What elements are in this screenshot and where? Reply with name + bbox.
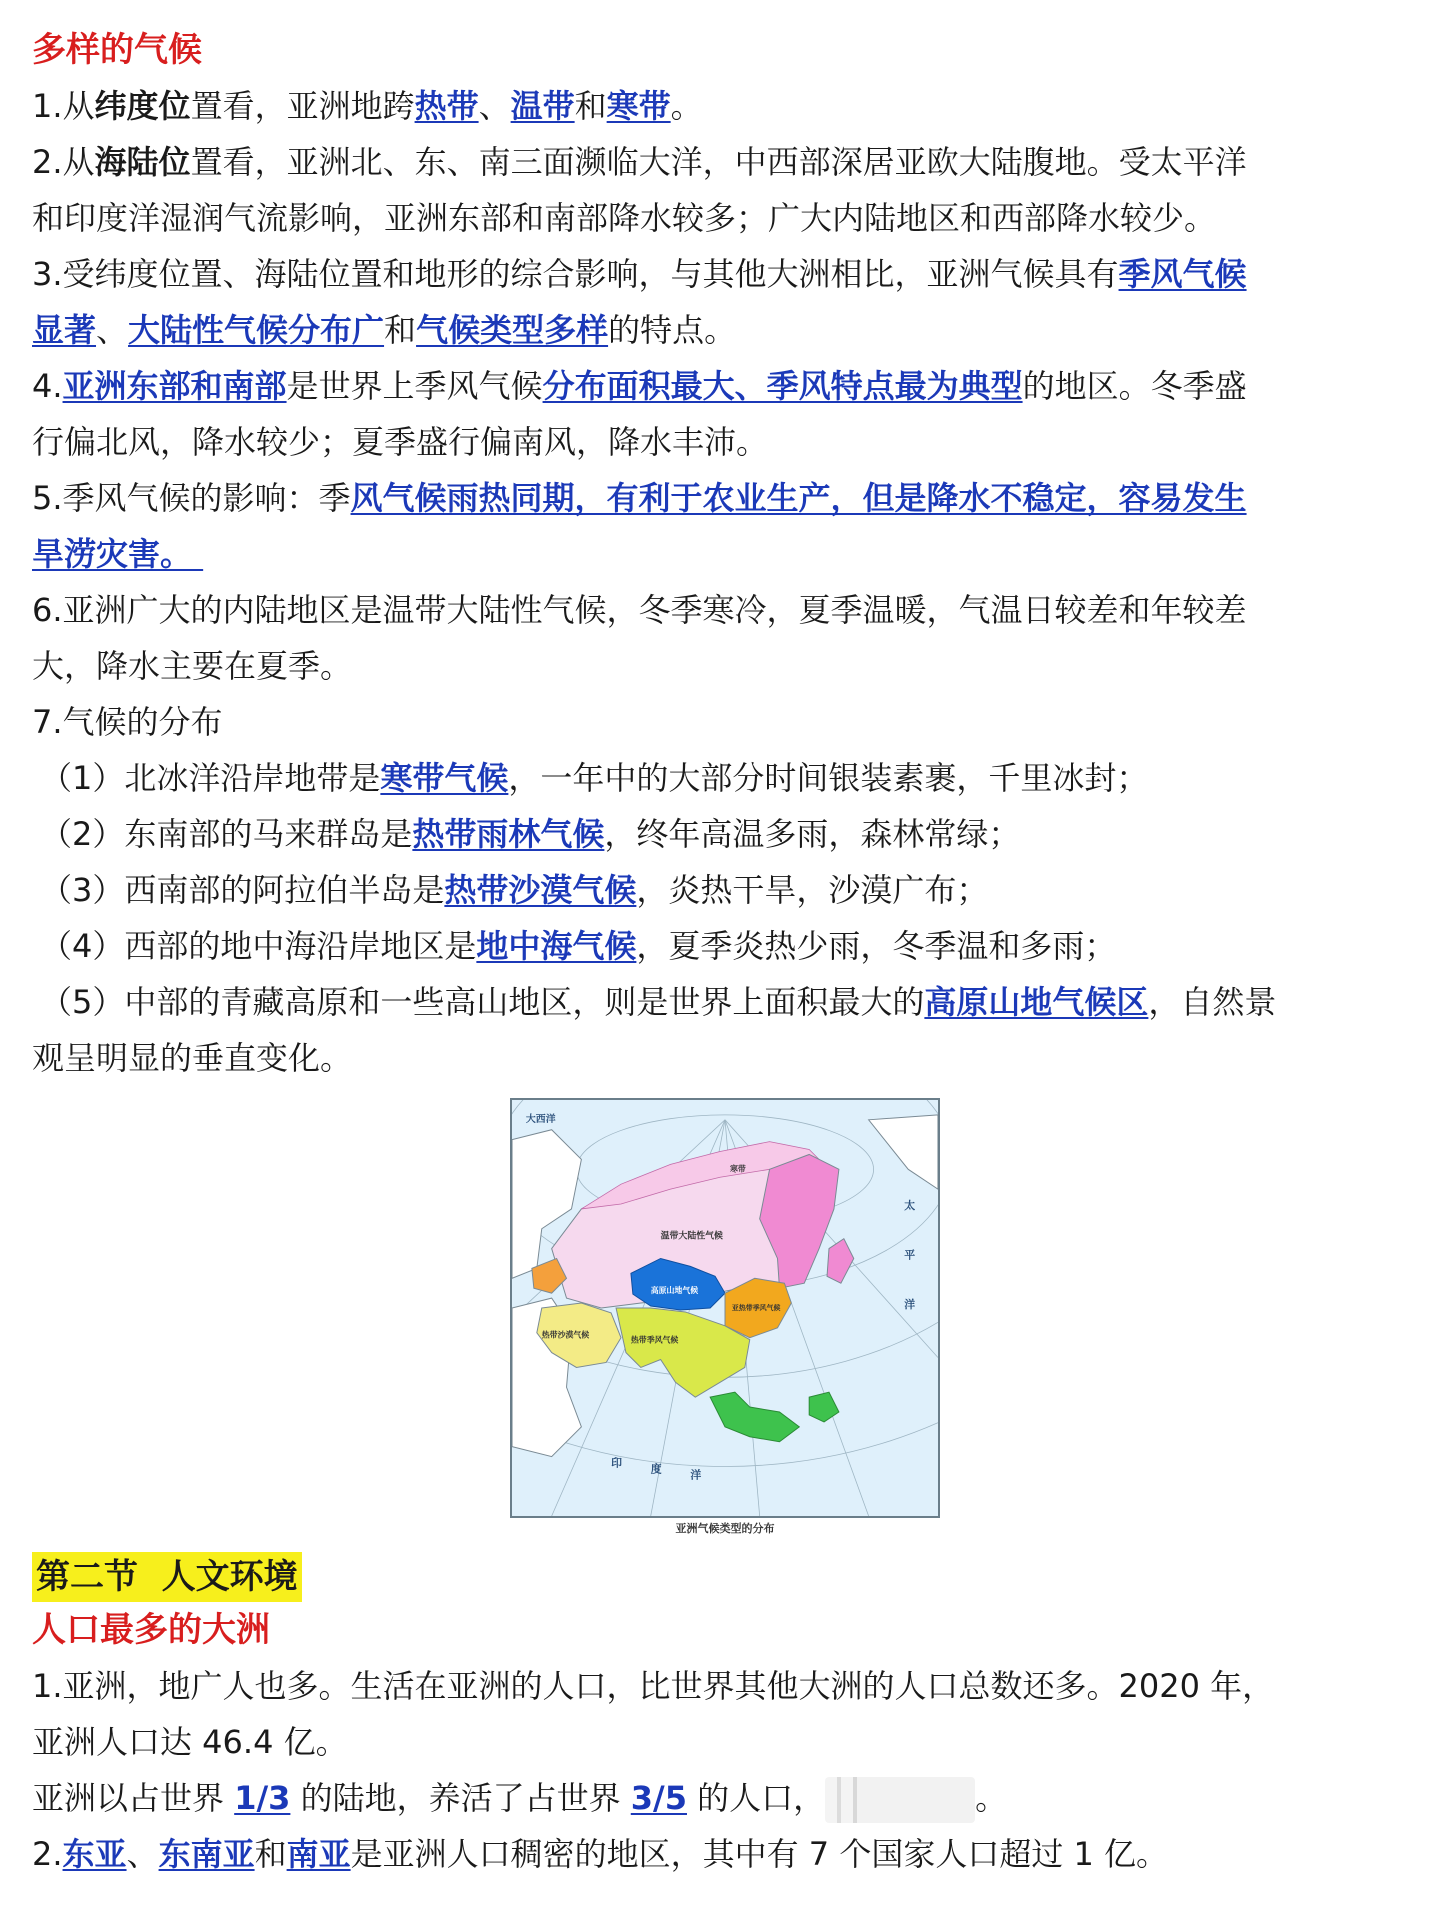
- climate-distribution-item-2: [32, 806, 1410, 862]
- keyword: 风气候雨热同期，有利于农业生产，但是降水不稳定，容易发生: [350, 479, 1247, 517]
- population-point-1-line-1: 1.亚洲，地广人也多。生活在亚洲的人口，比世界其他大洲的人口总数还多。2020 年，: [32, 1667, 1275, 1705]
- climate-distribution-item-3: [32, 862, 1410, 918]
- keyword: 亚洲东部和南部: [62, 367, 287, 405]
- climate-point-2-line-1: [32, 134, 1410, 190]
- text: ，夏季炎热少雨，冬季温和多雨；: [636, 927, 1117, 965]
- keyword: 显著: [32, 311, 97, 349]
- text: （5）中部的青藏高原和一些高山地区，则是世界上面积最大的: [40, 983, 925, 1021]
- text: 置看，亚洲地跨: [190, 87, 415, 125]
- text: 。: [670, 87, 703, 125]
- map-label-indian-1: 印: [611, 1456, 622, 1470]
- bold-term: 纬度位: [94, 87, 191, 125]
- map-label-indian-2: 度: [650, 1462, 662, 1476]
- climate-distribution-item-1: [32, 750, 1410, 806]
- text: 和: [574, 87, 607, 125]
- keyword: 旱涝灾害。: [32, 535, 204, 573]
- keyword-tropical: 热带: [414, 87, 479, 125]
- keyword: 热带雨林气候: [412, 815, 605, 853]
- keyword-frigid: 寒带: [606, 87, 671, 125]
- climate-point-4-line-2: 行偏北风，降水较少；夏季盛行偏南风，降水丰沛。: [32, 423, 769, 461]
- map-label-temperate-continental: 温带大陆性气候: [660, 1231, 723, 1242]
- text: 是世界上季风气候: [286, 367, 543, 405]
- text: 的特点。: [608, 311, 737, 349]
- climate-point-3-line-1: [32, 246, 1410, 302]
- map-label-subtropical: 亚热带季风气候: [731, 1303, 781, 1312]
- asia-climate-map-figure: [510, 1098, 940, 1538]
- map-label-tundra: 寒带: [729, 1164, 746, 1174]
- section-heading-climate: 多样的气候: [32, 30, 202, 70]
- map-label-pacific-3: 洋: [904, 1298, 916, 1311]
- text: 的陆地，养活了占世界: [290, 1779, 631, 1817]
- text: 置看，亚洲北、东、南三面濒临大洋，中西部深居亚欧大陆腹地。受太平洋: [190, 143, 1247, 181]
- keyword: 寒带气候: [380, 759, 509, 797]
- asia-climate-map: [510, 1098, 940, 1518]
- map-label-atlantic: 大西洋: [525, 1113, 556, 1125]
- text: ，炎热干旱，沙漠广布；: [636, 871, 989, 909]
- map-label-tropical-desert: 热带沙漠气候: [541, 1330, 590, 1340]
- text: 的地区。冬季盛: [1022, 367, 1247, 405]
- text: 2.从: [32, 143, 95, 181]
- keyword: 大陆性气候分布广: [128, 311, 385, 349]
- text: （2）东南部的马来群岛是: [40, 815, 413, 853]
- climate-distribution-item-4: [32, 918, 1410, 974]
- map-caption: 亚洲气候类型的分布: [675, 1522, 775, 1535]
- text: ，一年中的大部分时间银装素裹，千里冰封；: [508, 759, 1149, 797]
- map-label-tropical-monsoon: 热带季风气候: [630, 1335, 679, 1345]
- text: 是亚洲人口稠密的地区，其中有 7 个国家人口超过 1 亿。: [350, 1835, 1169, 1873]
- map-label-pacific-2: 平: [904, 1248, 916, 1262]
- keyword: 地中海气候: [476, 927, 637, 965]
- keyword-south-asia: 南亚: [286, 1835, 351, 1873]
- population-point-1-line-2: 亚洲人口达 46.4 亿。: [32, 1723, 348, 1761]
- text: 。: [975, 1779, 1008, 1817]
- keyword-east-asia: 东亚: [62, 1835, 127, 1873]
- climate-distribution-item-5: [32, 974, 1410, 1030]
- climate-point-7-title: 7.气候的分布: [32, 703, 223, 741]
- keyword: 分布面积最大、季风特点最为典型: [542, 367, 1023, 405]
- keyword-land-ratio: 1/3: [234, 1779, 291, 1817]
- text: （4）西部的地中海沿岸地区是: [40, 927, 477, 965]
- text: ，终年高温多雨，森林常绿；: [604, 815, 1021, 853]
- map-label-highland: 高原山地气候: [650, 1286, 699, 1296]
- keyword: 季风气候: [1118, 255, 1247, 293]
- text: 、: [126, 1835, 159, 1873]
- map-label-pacific-1: 太: [904, 1198, 916, 1212]
- text: 亚洲以占世界: [32, 1779, 235, 1817]
- climate-point-3-line-2: [32, 302, 1410, 358]
- text: 1.从: [32, 87, 95, 125]
- text: 、: [96, 311, 129, 349]
- keyword: 气候类型多样: [416, 311, 609, 349]
- population-ratio-line: [32, 1770, 1410, 1826]
- text: 的人口，: [686, 1779, 826, 1817]
- bold-term: 海陆位: [94, 143, 191, 181]
- section-heading-population: 人口最多的大洲: [32, 1610, 270, 1650]
- text: 、: [478, 87, 511, 125]
- keyword-southeast-asia: 东南亚: [158, 1835, 255, 1873]
- text: 和: [254, 1835, 287, 1873]
- section-title-humanities: 第二节 人文环境: [32, 1552, 302, 1602]
- text: 4.: [32, 367, 63, 405]
- climate-point-6-line-1: 6.亚洲广大的内陆地区是温带大陆性气候，冬季寒冷，夏季温暖，气温日较差和年较差: [32, 591, 1247, 629]
- climate-point-6-line-2: 大，降水主要在夏季。: [32, 647, 353, 685]
- text: ，自然景: [1148, 983, 1277, 1021]
- overlay-popup[interactable]: [825, 1777, 975, 1823]
- climate-point-4-line-1: [32, 358, 1410, 414]
- climate-point-5-line-2: [32, 526, 1410, 582]
- keyword-population-ratio: 3/5: [630, 1779, 687, 1817]
- climate-point-2-line-2: 和印度洋湿润气流影响，亚洲东部和南部降水较多；广大内陆地区和西部降水较少。: [32, 199, 1217, 237]
- keyword-temperate: 温带: [510, 87, 575, 125]
- climate-point-1: [32, 78, 1410, 134]
- text: 3.受纬度位置、海陆位置和地形的综合影响，与其他大洲相比，亚洲气候具有: [32, 255, 1119, 293]
- map-label-indian-3: 洋: [690, 1468, 702, 1482]
- climate-distribution-item-5-cont: 观呈明显的垂直变化。: [32, 1039, 353, 1077]
- text: （1）北冰洋沿岸地带是: [40, 759, 381, 797]
- keyword: 高原山地气候区: [924, 983, 1149, 1021]
- climate-point-5-line-1: [32, 470, 1410, 526]
- text: （3）西南部的阿拉伯半岛是: [40, 871, 445, 909]
- population-point-2: [32, 1826, 1410, 1882]
- keyword: 热带沙漠气候: [444, 871, 637, 909]
- section-title-wrapper: [32, 1546, 1410, 1602]
- text: 5.季风气候的影响：季: [32, 479, 351, 517]
- text: 和: [384, 311, 417, 349]
- text: 2.: [32, 1835, 63, 1873]
